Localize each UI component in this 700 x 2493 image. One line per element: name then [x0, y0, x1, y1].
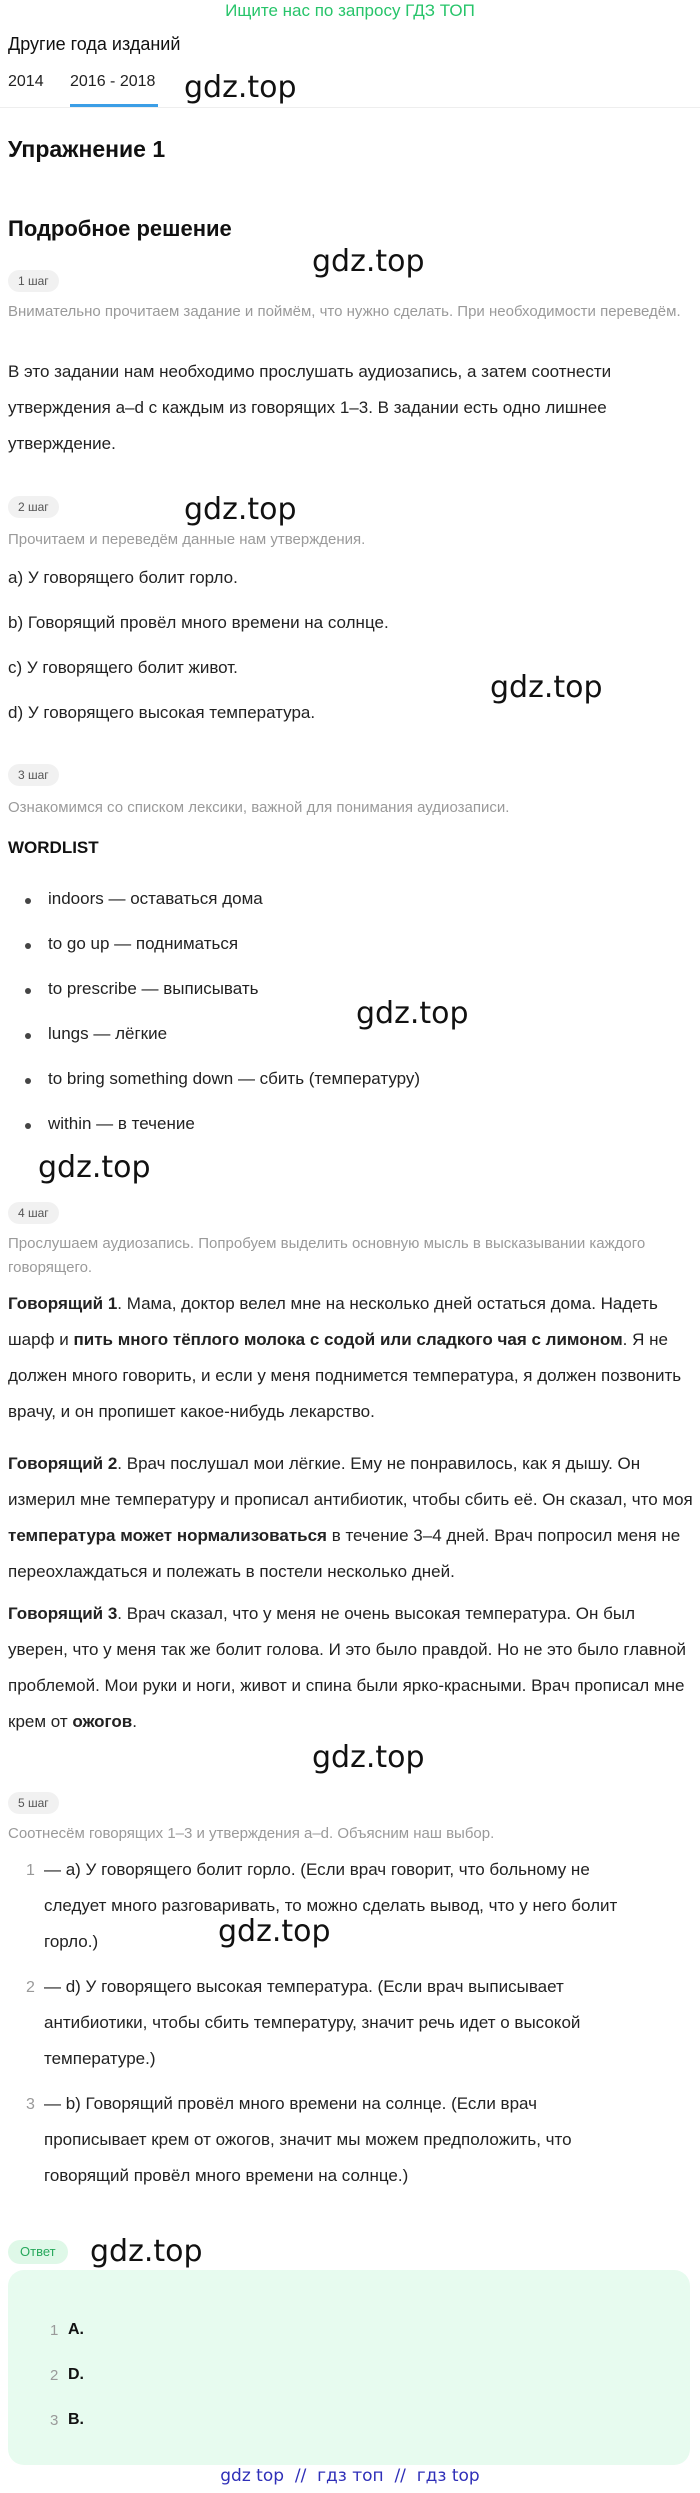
speaker-label: Говорящий 2 — [8, 1454, 118, 1473]
step-badge: 5 шаг — [8, 1792, 59, 1814]
tabs-divider — [0, 107, 700, 108]
paragraph-highlight: ожогов — [72, 1712, 133, 1731]
answer-value: B. — [68, 2411, 84, 2428]
step-hint: Внимательно прочитаем задание и поймём, что нужно сделать. При необходимости переведём. — [8, 303, 681, 320]
answer-number: 1 — [50, 2322, 59, 2339]
match-explanation: — d) У говорящего высокая температура. (Если врач выписывает антибиотики, чтобы сбить температуру, значит речь идет о высокой температуре.) — [44, 1977, 581, 2068]
answer-box — [8, 2270, 690, 2465]
step-badge: 2 шаг — [8, 496, 59, 518]
speaker-1-paragraph — [8, 1286, 694, 1430]
match-explanation: — b) Говорящий провёл много времени на солнце. (Если врач прописывает крем от ожогов, значит мы можем предположить, что говорящий провёл много времени на солнце.) — [44, 2094, 572, 2185]
paragraph-text: . Врач послушал мои лёгкие. Ему не понравилось, как я дышу. Он измерил мне температуру и прописал антибиотик, чтобы сбить её. Он сказал, что моя — [8, 1454, 693, 1509]
exercise-title: Упражнение 1 — [8, 136, 166, 162]
list-bullet — [25, 1123, 31, 1129]
speaker-label: Говорящий 1 — [8, 1294, 118, 1313]
paragraph-highlight: температура может нормализоваться — [8, 1526, 327, 1545]
statement-line: a) У говорящего болит горло. — [8, 568, 238, 587]
search-banner[interactable]: Ищите нас по запросу ГДЗ ТОП — [225, 1, 475, 20]
statement-line: d) У говорящего высокая температура. — [8, 703, 316, 722]
speaker-3-paragraph — [8, 1596, 694, 1740]
list-bullet — [25, 1078, 31, 1084]
list-bullet — [25, 898, 31, 904]
watermark: gdz.top — [90, 2234, 203, 2269]
paragraph-text: . Мама, доктор велел мне на несколько дней остаться дома. Надеть шарф и — [8, 1294, 658, 1349]
answer-value: D. — [68, 2366, 84, 2383]
watermark: gdz.top — [218, 1914, 331, 1949]
paragraph-text: в течение 3–4 дней. Врач попросил меня не переохлаждаться и полежать в постели несколько дней. — [8, 1526, 681, 1581]
footer-links[interactable]: gdz top // гдз топ // гдз top — [220, 2466, 480, 2486]
watermark: gdz.top — [312, 244, 425, 279]
item-number: 3 — [26, 2096, 35, 2113]
solution-title: Подробное решение — [8, 216, 232, 241]
wordlist-title: WORDLIST — [8, 838, 99, 857]
wordlist-item: to bring something down — сбить (температуру) — [48, 1069, 421, 1088]
wordlist-item: to go up — подниматься — [48, 934, 239, 953]
step-hint: Ознакомимся со списком лексики, важной для понимания аудиозаписи. — [8, 799, 510, 816]
item-number: 1 — [26, 1862, 35, 1879]
step-badge: 3 шаг — [8, 764, 59, 786]
watermark: gdz.top — [356, 996, 469, 1031]
other-years-title: Другие года изданий — [8, 34, 181, 54]
wordlist-item: lungs — лёгкие — [48, 1024, 168, 1043]
watermark: gdz.top — [184, 70, 297, 105]
step-hint: Соотнесём говорящих 1–3 и утверждения a–d. Объясним наш выбор. — [8, 1825, 495, 1842]
tab-year-2014[interactable]: 2014 — [8, 73, 44, 90]
step-badge: 4 шаг — [8, 1202, 59, 1224]
tab-year-2016-2018[interactable]: 2016 - 2018 — [70, 73, 156, 90]
paragraph-text: . Врач сказал, что у меня не очень высокая температура. Он был уверен, что у меня так же болит голова. И это было правдой. Но не это было главной проблемой. Мои руки и ноги, живот и спина были ярко-красными. Врач прописал мне крем от — [8, 1604, 687, 1731]
list-bullet — [25, 943, 31, 949]
speaker-2-paragraph — [8, 1446, 694, 1590]
answer-number: 2 — [50, 2367, 59, 2384]
wordlist-item: indoors — оставаться дома — [48, 889, 263, 908]
paragraph-text: . — [132, 1712, 137, 1731]
step-text: В это задании нам необходимо прослушать аудиозапись, а затем соотнести утверждения a–d с каждым из говорящих 1–3. В задании есть одно лишнее утверждение. — [8, 362, 612, 453]
wordlist-item: within — в течение — [48, 1114, 195, 1133]
item-number: 2 — [26, 1979, 35, 1996]
answer-value: A. — [68, 2321, 84, 2338]
list-bullet — [25, 1033, 31, 1039]
watermark: gdz.top — [490, 670, 603, 705]
step-badge: 1 шаг — [8, 270, 59, 292]
watermark: gdz.top — [184, 492, 297, 527]
paragraph-text: . Я не должен много говорить, и если у меня поднимется температура, я должен позвонить врачу, и он пропишет какое-нибудь лекарство. — [8, 1330, 682, 1421]
statement-line: b) Говорящий провёл много времени на солнце. — [8, 613, 389, 632]
watermark: gdz.top — [312, 1740, 425, 1775]
paragraph-highlight: пить много тёплого молока с содой или сладкого чая с лимоном — [73, 1330, 623, 1349]
watermark: gdz.top — [38, 1150, 151, 1185]
step-hint: Прочитаем и переведём данные нам утверждения. — [8, 531, 366, 548]
wordlist-item: to prescribe — выписывать — [48, 979, 259, 998]
answer-number: 3 — [50, 2412, 59, 2429]
step-hint: Прослушаем аудиозапись. Попробуем выделить основную мысль в высказывании каждого говорящего. — [8, 1235, 646, 1276]
match-explanation: — a) У говорящего болит горло. (Если врач говорит, что больному не следует много разговаривать, то можно сделать вывод, что у него болит горло.) — [44, 1860, 618, 1951]
statement-line: c) У говорящего болит живот. — [8, 658, 238, 677]
answer-badge: Ответ — [8, 2240, 68, 2264]
list-bullet — [25, 988, 31, 994]
speaker-label: Говорящий 3 — [8, 1604, 118, 1623]
